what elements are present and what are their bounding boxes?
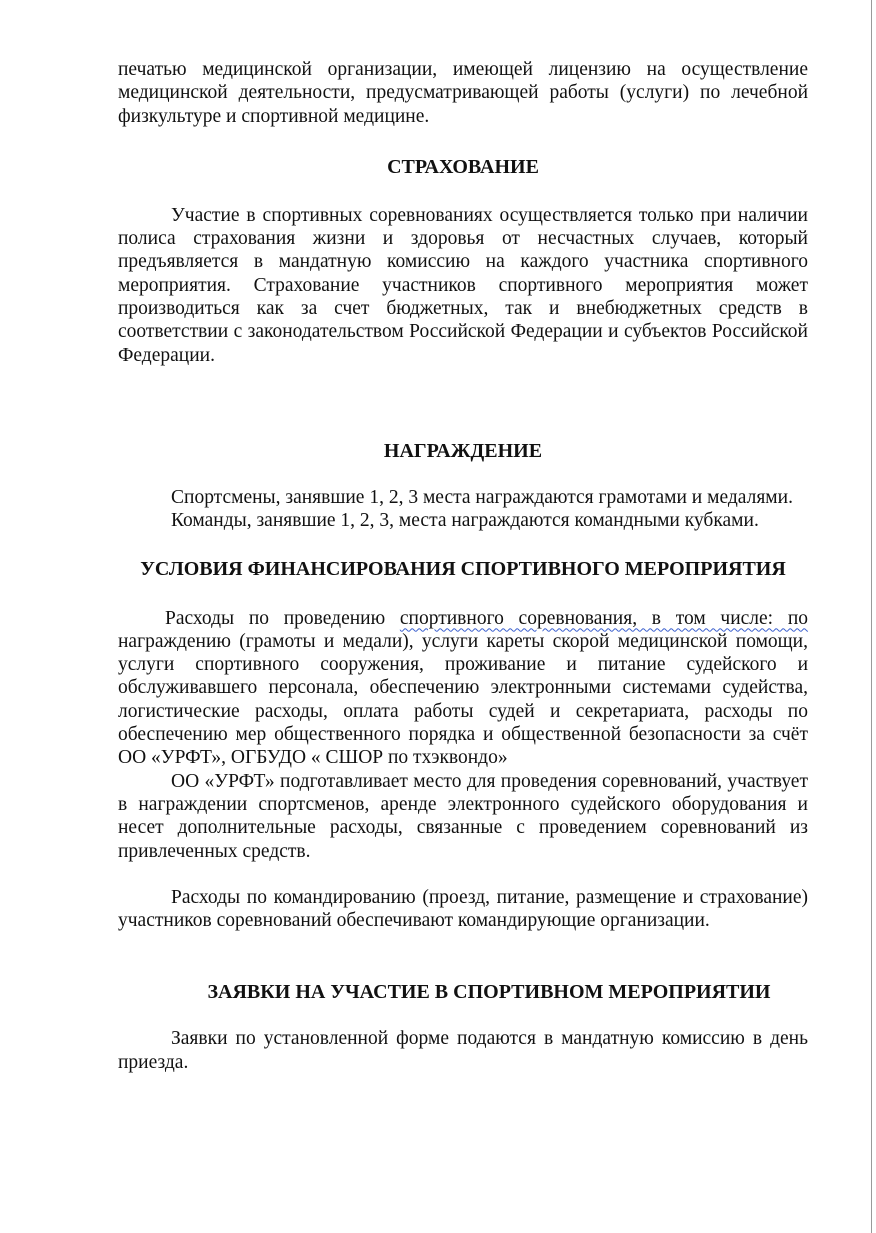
financing-heading: УСЛОВИЯ ФИНАНСИРОВАНИЯ СПОРТИВНОГО МЕРОПРИЯТИЯ [140, 557, 786, 580]
applications-paragraph: Заявки по установленной форме подаются в мандатную комиссию в день приезда. [118, 1028, 808, 1073]
spellcheck-underlined-text: спортивного соревнования, в том числе: по [399, 607, 809, 629]
insurance-paragraph: Участие в спортивных соревнованиях осуществляется только при наличии полиса страхования жизни и здоровья от несчастных случаев, который предъявляется в мандатную комиссию на каждого участника спортивного мероприятия. Страхование участников спортивного мероприятия может производиться как за счет бюджетных, так и внебюджетных средств в соответствии с законодательством Российской Федерации и субъектов Российской Федерации. [118, 204, 808, 366]
financing-p1-start: Расходы по проведению [165, 607, 400, 629]
financing-paragraph-2: ОО «УРФТ» подготавливает место для проведения соревнований, участвует в награждении спортсменов, аренде электронного судейского оборудования и несет дополнительные расходы, связанные с проведением соревнований из привлеченных средств. [118, 770, 808, 862]
insurance-heading: СТРАХОВАНИЕ [387, 155, 539, 178]
page-edge-line [871, 0, 872, 1233]
financing-paragraph-1 [118, 607, 808, 770]
awards-paragraph-2: Команды, занявшие 1, 2, 3, места награждаются командными кубками. [171, 510, 759, 532]
document-body [118, 58, 808, 1074]
financing-p1-rest: награждению (грамоты и медали), услуги кареты скорой медицинской помощи, услуги спортивного сооружения, проживание и питание судейского и обслуживавшего персонала, обеспечению электронными системами судейства, логистические расходы, оплата работы судей и секретариата, расходы по обеспечению мер общественного порядка и общественной безопасности за счёт ОО «УРФТ», ОГБУДО « СШОР по тхэквондо» [118, 630, 808, 769]
awards-heading: НАГРАЖДЕНИЕ [383, 439, 543, 462]
intro-paragraph: печатью медицинской организации, имеющей лицензию на осуществление медицинской деятельности, предусматривающей работы (услуги) по лечебной физкультуре и спортивной медицине. [118, 59, 808, 127]
applications-heading: ЗАЯВКИ НА УЧАСТИЕ В СПОРТИВНОМ МЕРОПРИЯТИИ [207, 981, 771, 1004]
financing-paragraph-3: Расходы по командированию (проезд, питание, размещение и страхование) участников соревнований обеспечивают командирующие организации. [118, 886, 808, 932]
awards-paragraph-1: Спортсмены, занявшие 1, 2, 3 места награждаются грамотами и медалями. [171, 486, 793, 508]
